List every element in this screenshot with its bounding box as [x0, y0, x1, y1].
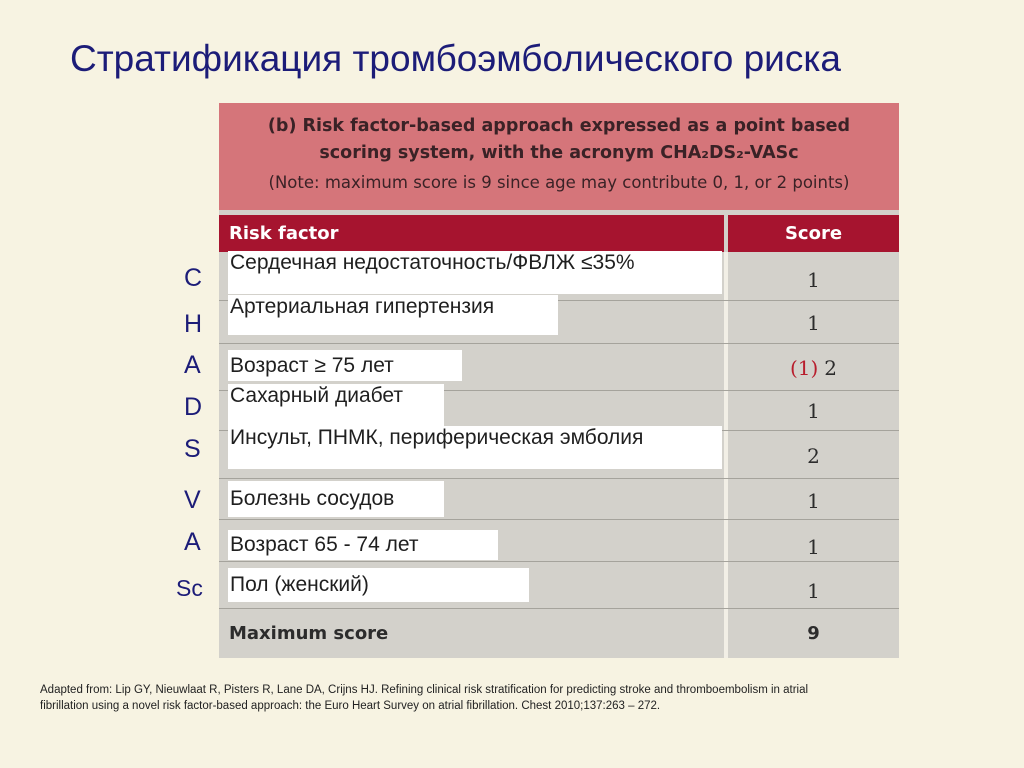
- page-title: Стратификация тромбоэмболического риска: [70, 38, 841, 79]
- column-header-score: Score: [728, 215, 899, 252]
- risk-factor-label: Возраст ≥ 75 лет: [228, 350, 462, 381]
- score-cell: [728, 356, 899, 380]
- risk-factor-label: Сахарный диабет: [228, 384, 444, 428]
- acronym-letter: A: [184, 351, 201, 379]
- acronym-letter: A: [184, 528, 201, 556]
- score-cell: 1: [807, 535, 820, 559]
- score-cell: 1: [807, 579, 820, 603]
- row-divider: [219, 478, 899, 479]
- score-cell: 2: [807, 444, 820, 468]
- risk-factor-label: Возраст 65 - 74 лет: [228, 530, 498, 560]
- caption-note: (Note: maximum score is 9 since age may contribute 0, 1, or 2 points): [268, 173, 850, 192]
- score-cell: 1: [807, 268, 820, 292]
- caption-line-1: (b) Risk factor-based approach expressed as a point based: [267, 116, 851, 136]
- score-value: 2: [824, 356, 838, 380]
- max-score-value: 9: [807, 623, 820, 644]
- caption-line-2: scoring system, with the acronym CHA₂DS₂-VASc: [319, 143, 799, 163]
- column-header-risk-factor: Risk factor: [219, 215, 724, 252]
- citation-footnote: Adapted from: Lip GY, Nieuwlaat R, Pisters R, Lane DA, Crijns HJ. Refining clinical risk stratification for predicting stroke and thromboembolism in atrial fibrillation using a novel risk factor-based approach: the Euro Heart Survey on atrial fibrillation. Chest 2010;137:263 – 272.: [40, 684, 809, 712]
- row-divider: [219, 343, 899, 344]
- score-cell: 1: [807, 399, 820, 423]
- table-caption: [219, 103, 899, 210]
- score-cell: 1: [807, 311, 820, 335]
- row-divider: [219, 561, 899, 562]
- acronym-letter: H: [184, 310, 203, 338]
- acronym-letter: S: [184, 435, 201, 463]
- acronym-letter: Sc: [176, 575, 203, 601]
- risk-factor-label: Инсульт, ПНМК, периферическая эмболия: [228, 426, 722, 469]
- score-alt-value: (1): [789, 356, 819, 380]
- acronym-letter: D: [184, 393, 203, 421]
- acronym-letter: C: [184, 264, 203, 292]
- acronym-letter: V: [184, 486, 201, 514]
- risk-factor-label: Сердечная недостаточность/ФВЛЖ ≤35%: [228, 251, 722, 294]
- row-divider: [219, 608, 899, 609]
- max-score-label: Maximum score: [229, 623, 389, 644]
- risk-factor-label: Артериальная гипертензия: [228, 295, 558, 335]
- risk-factor-label: Болезнь сосудов: [228, 481, 444, 517]
- risk-factor-label: Пол (женский): [228, 568, 529, 602]
- score-cell: 1: [807, 489, 820, 513]
- row-divider: [219, 519, 899, 520]
